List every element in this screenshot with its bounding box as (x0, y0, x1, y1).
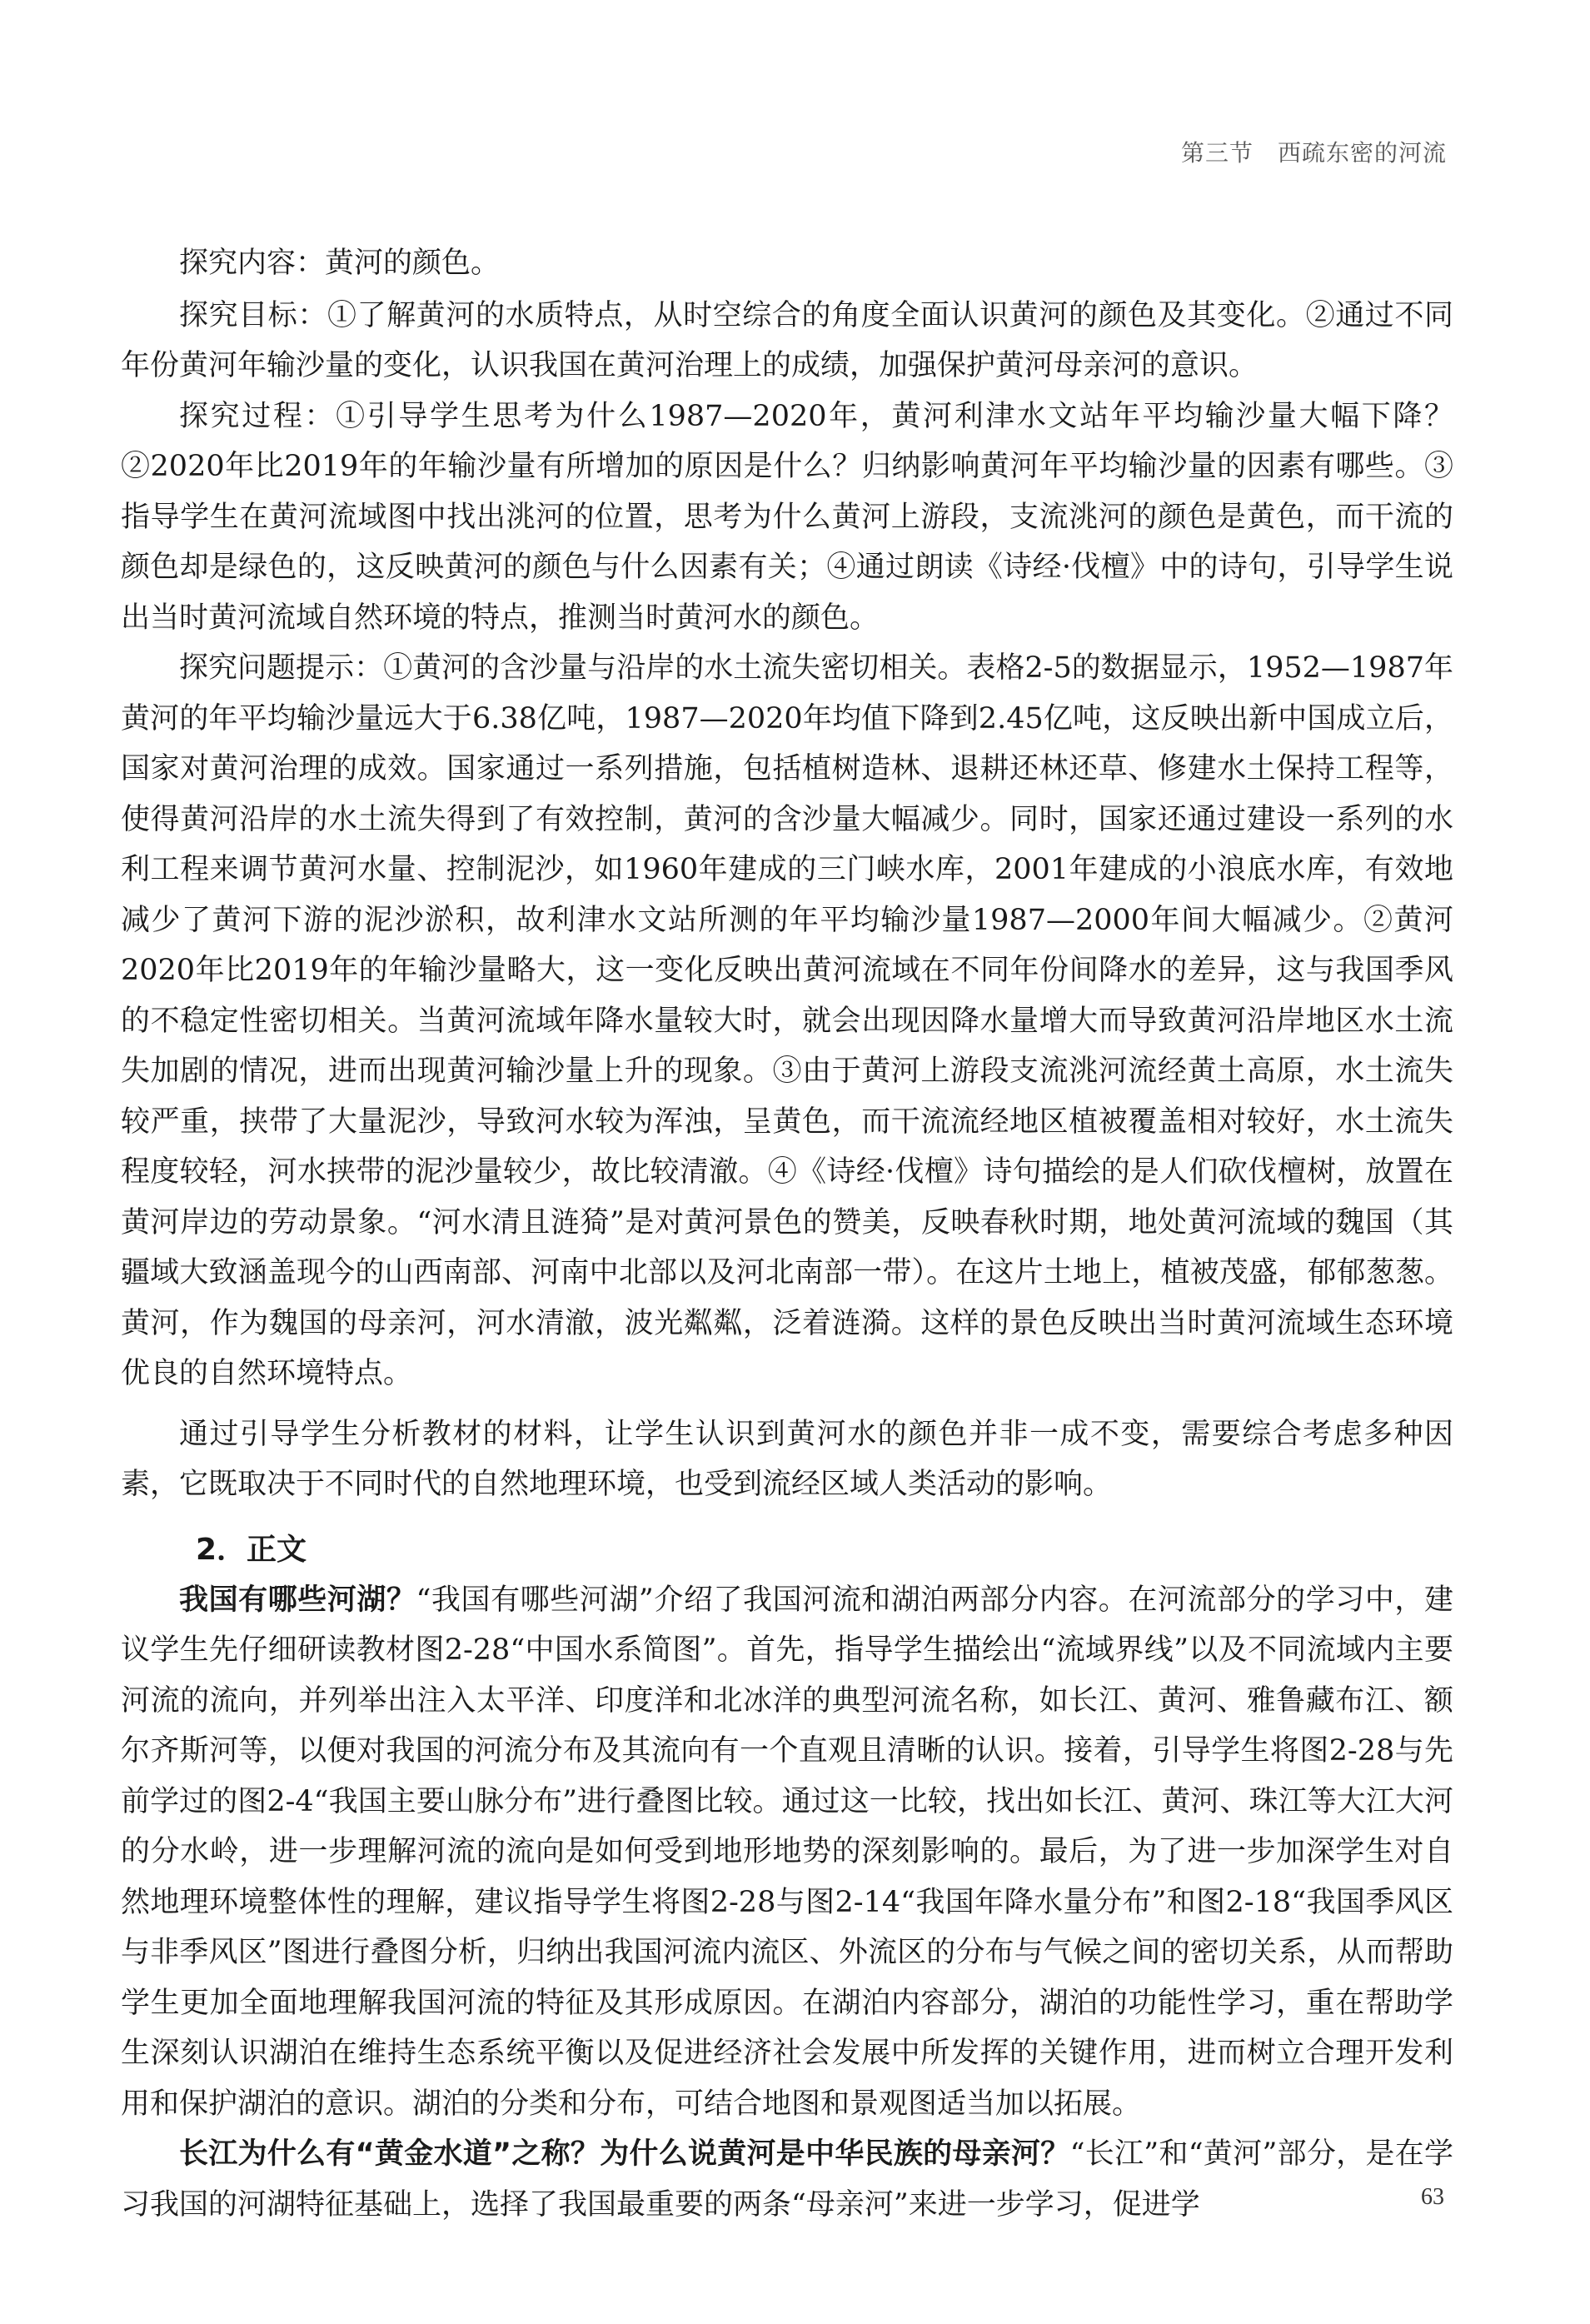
section-heading: 2．正文 (196, 1532, 307, 1567)
yangtze-yellow-body: “长江”和“黄河”部分，是在学习我国的河湖特征基础上，选择了我国最重要的两条“母亲河”来进一步学习，促进学 (121, 2137, 1453, 2222)
inquiry-content: 探究内容：黄河的颜色。 (179, 247, 501, 280)
running-header: 第三节 西疏东密的河流 (1180, 139, 1447, 167)
inquiry-summary: 通过引导学生分析教材的材料，让学生认识到黄河水的颜色并非一成不变，需要综合考虑多种因素，它既取决于不同时代的自然地理环境，也受到流经区域人类活动的影响。 (121, 1417, 1453, 1501)
rivers-lakes-paragraph (121, 1575, 1453, 2130)
inquiry-goal: 探究目标：①了解黄河的水质特点，从时空综合的角度全面认识黄河的颜色及其变化。②通过不同年份黄河年输沙量的变化，认识我国在黄河治理上的成绩，加强保护黄河母亲河的意识。 (121, 298, 1453, 382)
yangtze-yellow-paragraph (121, 2129, 1453, 2230)
rivers-lakes-lead: 我国有哪些河湖？ (179, 1583, 416, 1617)
inquiry-process: 探究过程：①引导学生思考为什么1987—2020年，黄河利津水文站年平均输沙量大幅下降？②2020年比2019年的年输沙量有所增加的原因是什么？归纳影响黄河年平均输沙量的因素有哪些。③指导学生在黄河流域图中找出洮河的位置，思考为什么黄河上游段，支流洮河的颜色是黄色，而干流的颜色却是绿色的，这反映黄河的颜色与什么因素有关；④通过朗读《诗经·伐檀》中的诗句，引导学生说出当时黄河流域自然环境的特点，推测当时黄河水的颜色。 (121, 399, 1453, 635)
inquiry-hints: 探究问题提示：①黄河的含沙量与沿岸的水土流失密切相关。表格2-5的数据显示，1952—1987年黄河的年平均输沙量远大于6.38亿吨，1987—2020年均值下降到2.45亿吨，这反映出新中国成立后，国家对黄河治理的成效。国家通过一系列措施，包括植树造林、退耕还林还草、修建水土保持工程等，使得黄河沿岸的水土流失得到了有效控制，黄河的含沙量大幅减少。同时，国家还通过建设一系列的水利工程来调节黄河水量、控制泥沙，如1960年建成的三门峡水库，2001年建成的小浪底水库，有效地减少了黄河下游的泥沙淤积，故利津水文站所测的年平均输沙量1987—2000年间大幅减少。②黄河2020年比2019年的年输沙量略大，这一变化反映出黄河流域在不同年份间降水的差异，这与我国季风的不稳定性密切相关。当黄河流域年降水量较大时，就会出现因降水量增大而导致黄河沿岸地区水土流失加剧的情况，进而出现黄河输沙量上升的现象。③由于黄河上游段支流洮河流经黄土高原，水土流失较严重，挟带了大量泥沙，导致河水较为浑浊，呈黄色，而干流流经地区植被覆盖相对较好，水土流失程度较轻，河水挟带的泥沙量较少，故比较清澈。④《诗经·伐檀》诗句描绘的是人们砍伐檀树，放置在黄河岸边的劳动景象。“河水清且涟猗”是对黄河景色的赞美，反映春秋时期，地处黄河流域的魏国（其疆域大致涵盖现今的山西南部、河南中北部以及河北南部一带）。在这片土地上，植被茂盛，郁郁葱葱。黄河，作为魏国的母亲河，河水清澈，波光粼粼，泛着涟漪。这样的景色反映出当时黄河流域生态环境优良的自然环境特点。 (121, 651, 1453, 1390)
page-content (121, 238, 1453, 2230)
page-number: 63 (1421, 2184, 1444, 2210)
yangtze-yellow-lead: 长江为什么有“黄金水道”之称？为什么说黄河是中华民族的母亲河？ (179, 2137, 1070, 2171)
rivers-lakes-body: “我国有哪些河湖”介绍了我国河流和湖泊两部分内容。在河流部分的学习中，建议学生先仔细研读教材图2-28“中国水系简图”。首先，指导学生描绘出“流域界线”以及不同流域内主要河流的流向，并列举出注入太平洋、印度洋和北冰洋的典型河流名称，如长江、黄河、雅鲁藏布江、额尔齐斯河等，以便对我国的河流分布及其流向有一个直观且清晰的认识。接着，引导学生将图2-28与先前学过的图2-4“我国主要山脉分布”进行叠图比较。通过这一比较，找出如长江、黄河、珠江等大江大河的分水岭，进一步理解河流的流向是如何受到地形地势的深刻影响的。最后，为了进一步加深学生对自然地理环境整体性的理解，建议指导学生将图2-28与图2-14“我国年降水量分布”和图2-18“我国季风区与非季风区”图进行叠图分析，归纳出我国河流内流区、外流区的分布与气候之间的密切关系，从而帮助学生更加全面地理解我国河流的特征及其形成原因。在湖泊内容部分，湖泊的功能性学习，重在帮助学生深刻认识湖泊在维持生态系统平衡以及促进经济社会发展中所发挥的关键作用，进而树立合理开发利用和保护湖泊的意识。湖泊的分类和分布，可结合地图和景观图适当加以拓展。 (121, 1583, 1453, 2121)
